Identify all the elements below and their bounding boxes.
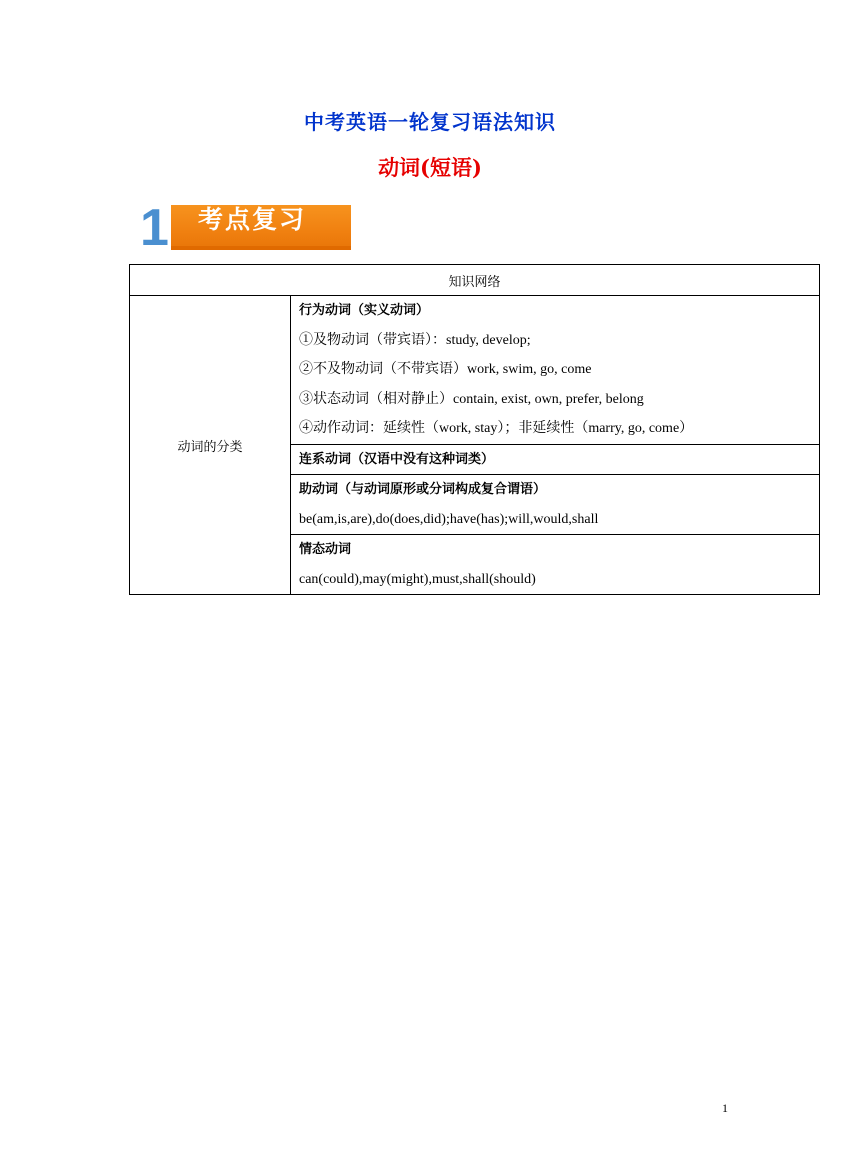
- table-header: 知识网络: [130, 265, 820, 296]
- section-label: 考点复习: [198, 205, 307, 234]
- group-heading: 情态动词: [299, 542, 352, 557]
- group-cell-auxiliary-verbs: [291, 475, 820, 535]
- group-cell-modal-verbs: [291, 535, 820, 595]
- group-heading: 助动词（与动词原形或分词构成复合谓语）: [299, 482, 547, 497]
- category-cell: 动词的分类: [130, 296, 291, 595]
- document-subtitle: 动词(短语): [378, 155, 482, 180]
- knowledge-table: [129, 264, 820, 595]
- list-item: ①及物动词（带宾语）：study, develop;: [299, 332, 531, 348]
- list-item: ④动作动词：延续性（work, stay）；非延续性（marry, go, come）: [299, 421, 694, 436]
- table-row: [130, 296, 820, 445]
- group-cell-linking-verbs: [291, 444, 820, 475]
- group-heading: 连系动词（汉语中没有这种词类）: [299, 451, 495, 467]
- page-number: 1: [722, 1101, 728, 1115]
- section-badge: [140, 199, 352, 257]
- table-header-row: [130, 265, 820, 296]
- list-item: ③状态动词（相对静止）contain, exist, own, prefer, belong: [299, 391, 644, 407]
- list-item: be(am,is,are),do(does,did);have(has);will,would,shall: [299, 511, 599, 527]
- list-item: ②不及物动词（不带宾语）work, swim, go, come: [299, 362, 592, 377]
- list-item: can(could),may(might),must,shall(should): [299, 571, 536, 587]
- group-heading: 行为动词（实义动词）: [299, 303, 430, 318]
- section-number: 1: [140, 199, 169, 257]
- document-title: 中考英语一轮复习语法知识: [304, 110, 556, 134]
- group-cell-action-verbs: [291, 296, 820, 445]
